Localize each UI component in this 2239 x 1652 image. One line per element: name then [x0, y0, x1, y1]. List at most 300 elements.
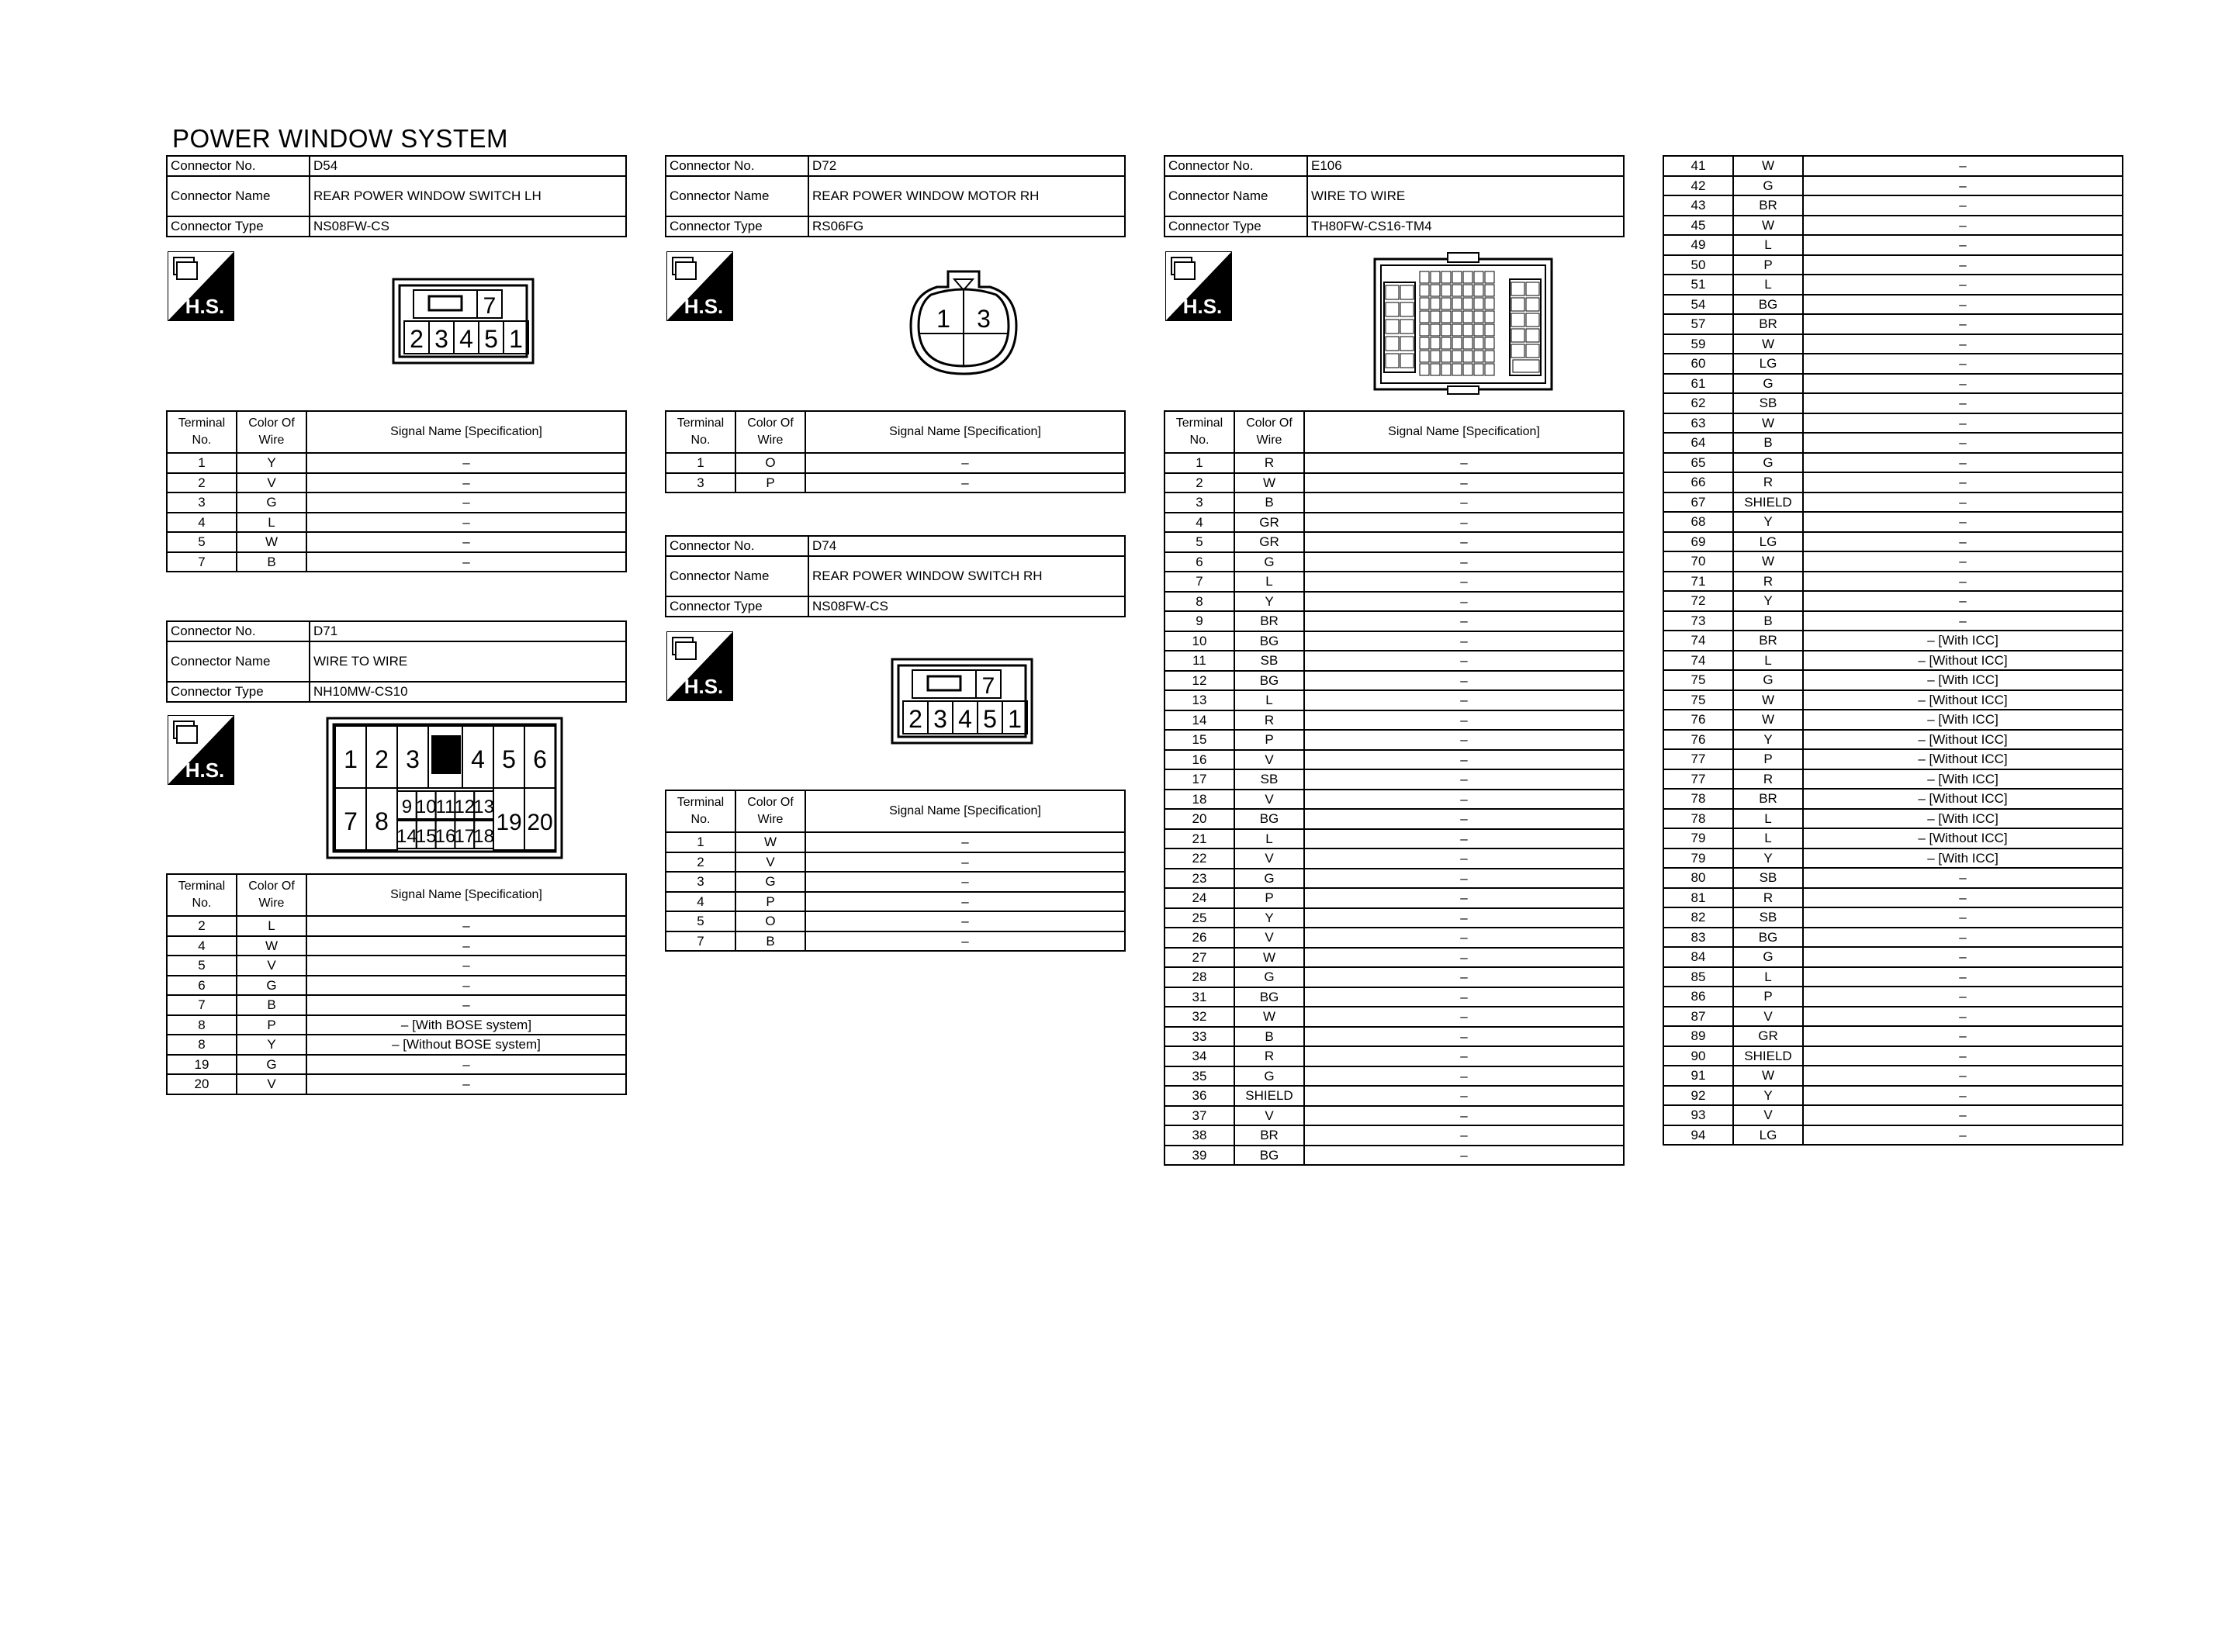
terminal-no-cell: 18	[1164, 790, 1234, 810]
table-row	[666, 931, 1125, 952]
signal-name-cell: –	[306, 513, 626, 533]
signal-name-cell: –	[1803, 1007, 2123, 1027]
connector-d54-terminal-table	[166, 410, 627, 572]
wire-color-cell: Y	[1733, 591, 1803, 611]
table-row	[1663, 572, 2123, 592]
wire-color-cell: BR	[1733, 631, 1803, 651]
table-row	[1164, 869, 1624, 889]
table-row	[1164, 671, 1624, 691]
terminal-no-cell: 65	[1663, 453, 1733, 473]
table-row	[1663, 393, 2123, 413]
signal-name-cell: –	[1803, 314, 2123, 334]
signal-name-cell: –	[306, 473, 626, 493]
table-row	[1663, 1066, 2123, 1086]
wire-color-cell: R	[1733, 769, 1803, 790]
signal-name-cell: –	[1304, 453, 1624, 473]
table-row	[666, 892, 1125, 912]
table-row	[666, 473, 1125, 493]
terminal-no-cell: 91	[1663, 1066, 1733, 1086]
blocked-cavity	[431, 735, 461, 774]
terminal-no-cell: 69	[1663, 532, 1733, 552]
signal-name-cell: –	[805, 852, 1125, 873]
wire-color-cell: G	[1733, 374, 1803, 394]
connector-d74-block	[665, 535, 1126, 617]
table-row	[1663, 749, 2123, 769]
wire-color-cell: W	[237, 936, 306, 956]
table-row	[167, 473, 626, 493]
table-row	[1164, 513, 1624, 533]
wire-color-cell: SB	[1234, 769, 1304, 790]
pin-label: 1	[344, 745, 358, 773]
table-row	[1164, 809, 1624, 829]
terminal-no-cell: 20	[167, 1074, 237, 1094]
terminal-no-cell: 15	[1164, 730, 1234, 750]
connector-d71-face-diagram	[326, 717, 563, 863]
wire-color-cell: G	[1733, 670, 1803, 690]
label-connector-no: Connector No.	[666, 536, 808, 556]
label-connector-type: Connector Type	[167, 216, 310, 237]
wire-color-cell: V	[237, 473, 306, 493]
terminal-no-cell: 50	[1663, 255, 1733, 275]
terminal-no-cell: 7	[167, 995, 237, 1015]
wire-color-cell: V	[237, 956, 306, 976]
table-row	[666, 453, 1125, 473]
signal-name-cell: – [Without ICC]	[1803, 651, 2123, 671]
signal-name-cell: –	[1803, 453, 2123, 473]
pin-label: 1	[936, 305, 950, 333]
wire-color-cell: BR	[1733, 314, 1803, 334]
signal-name-cell: –	[1803, 492, 2123, 513]
terminal-no-cell: 85	[1663, 967, 1733, 987]
label-connector-type: Connector Type	[1164, 216, 1307, 237]
hs-label: H.S.	[683, 675, 724, 698]
terminal-no-cell: 5	[1164, 532, 1234, 552]
signal-name-cell: – [With ICC]	[1803, 809, 2123, 829]
terminal-no-cell: 17	[1164, 769, 1234, 790]
terminal-no-cell: 62	[1663, 393, 1733, 413]
signal-name-cell: –	[1304, 908, 1624, 928]
pin-label: 2	[375, 745, 389, 773]
table-row	[1164, 790, 1624, 810]
terminal-no-cell: 79	[1663, 828, 1733, 848]
wire-color-cell: B	[1733, 433, 1803, 453]
signal-name-cell: –	[1304, 651, 1624, 671]
table-row	[1663, 453, 2123, 473]
table-row	[1164, 1086, 1624, 1106]
terminal-no-cell: 3	[666, 473, 735, 493]
header-color-of-wire: Color Of Wire	[735, 790, 805, 832]
wire-color-cell: Y	[1733, 848, 1803, 869]
table-row	[167, 492, 626, 513]
table-row	[1164, 1066, 1624, 1087]
connector-name-value: WIRE TO WIRE	[310, 641, 626, 682]
wire-color-cell: O	[735, 453, 805, 473]
signal-name-cell: –	[1304, 690, 1624, 710]
table-row	[1663, 235, 2123, 255]
pin-label: 16	[434, 826, 456, 847]
wire-color-cell: W	[1733, 334, 1803, 354]
table-row	[1164, 1106, 1624, 1126]
table-row	[1663, 255, 2123, 275]
signal-name-cell: –	[1803, 334, 2123, 354]
signal-name-cell: – [Without BOSE system]	[306, 1035, 626, 1055]
wire-color-cell: L	[1234, 572, 1304, 592]
connector-e106-header	[1164, 155, 1625, 237]
terminal-no-cell: 3	[167, 492, 237, 513]
terminal-no-cell: 93	[1663, 1105, 1733, 1125]
table-row	[1164, 552, 1624, 572]
signal-name-cell: –	[306, 532, 626, 552]
signal-name-cell: –	[306, 956, 626, 976]
connector-d54-block	[166, 155, 627, 237]
wire-color-cell: BG	[1234, 631, 1304, 651]
wire-color-cell: W	[1733, 156, 1803, 176]
wire-color-cell: W	[1234, 473, 1304, 493]
connector-no-value: D71	[310, 621, 626, 641]
hs-label: H.S.	[1182, 295, 1223, 318]
signal-name-cell: –	[1304, 1027, 1624, 1047]
connector-type-value: TH80FW-CS16-TM4	[1307, 216, 1624, 237]
terminal-no-cell: 11	[1164, 651, 1234, 671]
hs-harness-icon	[666, 251, 733, 321]
wire-color-cell: BR	[1733, 789, 1803, 809]
signal-name-cell: –	[1304, 611, 1624, 631]
terminal-no-cell: 2	[1164, 473, 1234, 493]
label-connector-name: Connector Name	[666, 176, 808, 216]
signal-name-cell: –	[1304, 1106, 1624, 1126]
terminal-no-cell: 6	[167, 976, 237, 996]
terminal-no-cell: 45	[1663, 216, 1733, 236]
signal-name-cell: –	[805, 911, 1125, 931]
signal-name-cell: –	[306, 1055, 626, 1075]
wire-color-cell: W	[1733, 1066, 1803, 1086]
wire-color-cell: Y	[1733, 1086, 1803, 1106]
table-row	[167, 916, 626, 936]
pin-label: 17	[454, 826, 476, 847]
header-signal-name: Signal Name [Specification]	[306, 874, 626, 916]
wire-color-cell: V	[237, 1074, 306, 1094]
table-row	[1663, 848, 2123, 869]
signal-name-cell: –	[1304, 848, 1624, 869]
signal-name-cell: –	[1304, 592, 1624, 612]
terminal-no-cell: 90	[1663, 1046, 1733, 1066]
wire-color-cell: B	[1234, 1027, 1304, 1047]
signal-name-cell: –	[1803, 928, 2123, 948]
connector-d71-terminal-table	[166, 873, 627, 1095]
terminal-no-cell: 5	[666, 911, 735, 931]
header-terminal-no: Terminal No.	[666, 411, 735, 453]
wire-color-cell: W	[1733, 216, 1803, 236]
wire-color-cell: SHIELD	[1733, 492, 1803, 513]
header-color-of-wire: Color Of Wire	[735, 411, 805, 453]
terminal-no-cell: 8	[167, 1035, 237, 1055]
terminal-no-cell: 79	[1663, 848, 1733, 869]
signal-name-cell: –	[306, 552, 626, 572]
wire-color-cell: R	[1234, 453, 1304, 473]
signal-name-cell: – [Without ICC]	[1803, 789, 2123, 809]
signal-name-cell: – [Without ICC]	[1803, 749, 2123, 769]
connector-d74-terminal-table	[665, 790, 1126, 952]
connector-d54-header	[166, 155, 627, 237]
signal-name-cell: –	[1304, 790, 1624, 810]
table-row	[666, 911, 1125, 931]
wire-color-cell: BG	[1733, 295, 1803, 315]
terminal-no-cell: 64	[1663, 433, 1733, 453]
terminal-no-cell: 73	[1663, 611, 1733, 631]
pin-label: 13	[473, 797, 494, 817]
wire-color-cell: V	[1234, 928, 1304, 948]
table-row	[1663, 532, 2123, 552]
signal-name-cell: –	[1304, 1125, 1624, 1146]
wire-color-cell: O	[735, 911, 805, 931]
terminal-no-cell: 1	[1164, 453, 1234, 473]
signal-name-cell: –	[1803, 472, 2123, 492]
wire-color-cell: V	[1234, 1106, 1304, 1126]
connector-d72-terminal-table	[665, 410, 1126, 493]
signal-name-cell: –	[1803, 255, 2123, 275]
table-row	[1164, 1046, 1624, 1066]
signal-name-cell: –	[1803, 393, 2123, 413]
terminal-no-cell: 70	[1663, 551, 1733, 572]
signal-name-cell: –	[1803, 611, 2123, 631]
terminal-no-cell: 51	[1663, 275, 1733, 295]
label-connector-no: Connector No.	[167, 156, 310, 176]
signal-name-cell: –	[1304, 710, 1624, 731]
table-row	[1164, 453, 1624, 473]
signal-name-cell: –	[1304, 513, 1624, 533]
table-row	[1663, 1086, 2123, 1106]
table-row	[1663, 433, 2123, 453]
pin-label: 3	[406, 745, 420, 773]
terminal-no-cell: 8	[167, 1015, 237, 1035]
wire-color-cell: G	[1733, 947, 1803, 967]
table-row	[167, 1035, 626, 1055]
wire-color-cell: P	[1733, 987, 1803, 1007]
terminal-no-cell: 2	[167, 916, 237, 936]
terminal-no-cell: 35	[1164, 1066, 1234, 1087]
pin-label: 5	[484, 325, 498, 353]
terminal-no-cell: 12	[1164, 671, 1234, 691]
connector-name-value: REAR POWER WINDOW SWITCH RH	[808, 556, 1125, 596]
wire-color-cell: SB	[1234, 651, 1304, 671]
wire-color-cell: L	[1733, 809, 1803, 829]
signal-name-cell: –	[1304, 1007, 1624, 1027]
signal-name-cell: –	[1803, 216, 2123, 236]
table-row	[1164, 473, 1624, 493]
signal-name-cell: –	[805, 473, 1125, 493]
connector-e106-terminal-table-continued	[1663, 155, 2123, 1146]
signal-name-cell: –	[1803, 195, 2123, 216]
wire-color-cell: W	[1733, 710, 1803, 730]
terminal-no-cell: 16	[1164, 750, 1234, 770]
signal-name-cell: –	[1803, 868, 2123, 888]
signal-name-cell: –	[306, 976, 626, 996]
pin-label: 18	[473, 826, 494, 847]
table-row	[1164, 592, 1624, 612]
table-row	[1663, 769, 2123, 790]
terminal-no-cell: 37	[1164, 1106, 1234, 1126]
connector-name-value: REAR POWER WINDOW SWITCH LH	[310, 176, 626, 216]
pin-label: 5	[983, 705, 997, 733]
signal-name-cell: –	[1304, 730, 1624, 750]
signal-name-cell: –	[805, 453, 1125, 473]
wire-color-cell: W	[1733, 413, 1803, 434]
signal-name-cell: –	[1304, 750, 1624, 770]
terminal-no-cell: 78	[1663, 789, 1733, 809]
connector-d72-header	[665, 155, 1126, 237]
signal-name-cell: –	[306, 1074, 626, 1094]
table-row	[167, 513, 626, 533]
terminal-no-cell: 4	[1164, 513, 1234, 533]
lock-tab	[1448, 253, 1479, 262]
header-terminal-no: Terminal No.	[167, 874, 237, 916]
label-connector-no: Connector No.	[1164, 156, 1307, 176]
terminal-no-cell: 63	[1663, 413, 1733, 434]
terminal-no-cell: 68	[1663, 512, 1733, 532]
signal-name-cell: –	[1803, 888, 2123, 908]
terminal-no-cell: 2	[167, 473, 237, 493]
signal-name-cell: –	[1304, 869, 1624, 889]
table-row	[167, 976, 626, 996]
terminal-no-cell: 71	[1663, 572, 1733, 592]
hs-harness-icon	[168, 715, 234, 785]
pin-label: 14	[396, 826, 417, 847]
table-row	[1663, 591, 2123, 611]
wire-color-cell: SHIELD	[1733, 1046, 1803, 1066]
table-row	[1663, 710, 2123, 730]
signal-name-cell: – [Without ICC]	[1803, 828, 2123, 848]
pin-label: 2	[908, 705, 922, 733]
table-row	[1164, 769, 1624, 790]
terminal-no-cell: 83	[1663, 928, 1733, 948]
wire-color-cell: BR	[1733, 195, 1803, 216]
pin-label: 7	[981, 673, 995, 699]
wire-color-cell: V	[1234, 790, 1304, 810]
table-row	[1164, 1027, 1624, 1047]
table-row	[1663, 611, 2123, 631]
wire-color-cell: R	[1733, 472, 1803, 492]
signal-name-cell: –	[1803, 987, 2123, 1007]
signal-name-cell: –	[306, 936, 626, 956]
wire-color-cell: P	[1733, 255, 1803, 275]
terminal-no-cell: 76	[1663, 710, 1733, 730]
terminal-no-cell: 22	[1164, 848, 1234, 869]
terminal-no-cell: 6	[1164, 552, 1234, 572]
table-row	[1164, 987, 1624, 1007]
header-color-of-wire: Color Of Wire	[1234, 411, 1304, 453]
terminal-no-cell: 60	[1663, 354, 1733, 374]
table-row	[1164, 928, 1624, 948]
table-row	[167, 956, 626, 976]
terminal-no-cell: 19	[167, 1055, 237, 1075]
wire-color-cell: BG	[1234, 987, 1304, 1007]
signal-name-cell: –	[1304, 948, 1624, 968]
table-row	[1164, 1146, 1624, 1166]
wire-color-cell: W	[735, 832, 805, 852]
signal-name-cell: –	[1304, 888, 1624, 908]
signal-name-cell: –	[306, 492, 626, 513]
terminal-no-cell: 87	[1663, 1007, 1733, 1027]
table-row	[167, 532, 626, 552]
wire-color-cell: G	[1234, 967, 1304, 987]
wire-color-cell: BR	[1234, 1125, 1304, 1146]
terminal-no-cell: 20	[1164, 809, 1234, 829]
table-row	[1663, 176, 2123, 196]
signal-name-cell: –	[1803, 176, 2123, 196]
table-row	[1164, 710, 1624, 731]
terminal-no-cell: 81	[1663, 888, 1733, 908]
connector-d71-block	[166, 620, 627, 703]
signal-name-cell: –	[1304, 572, 1624, 592]
wire-color-cell: GR	[1234, 532, 1304, 552]
wire-color-cell: LG	[1733, 1125, 1803, 1146]
wire-color-cell: V	[1733, 1007, 1803, 1027]
hs-harness-icon	[666, 631, 733, 701]
pin-label: 19	[496, 810, 522, 835]
table-row	[1663, 1105, 2123, 1125]
wire-color-cell: V	[1733, 1105, 1803, 1125]
terminal-no-cell: 4	[167, 936, 237, 956]
connector-d74-face-diagram	[891, 658, 1033, 748]
signal-name-cell: –	[1803, 413, 2123, 434]
wire-color-cell: W	[237, 532, 306, 552]
terminal-no-cell: 76	[1663, 730, 1733, 750]
signal-name-cell: –	[805, 832, 1125, 852]
table-row	[1663, 472, 2123, 492]
terminal-no-cell: 9	[1164, 611, 1234, 631]
table-row	[167, 1074, 626, 1094]
connector-no-value: E106	[1307, 156, 1624, 176]
table-row	[1663, 670, 2123, 690]
pin-label: 3	[977, 305, 991, 333]
table-row	[1164, 908, 1624, 928]
terminal-no-cell: 5	[167, 532, 237, 552]
table-row	[1663, 1046, 2123, 1066]
connector-e106-block	[1164, 155, 1625, 237]
signal-name-cell: –	[1304, 492, 1624, 513]
wire-color-cell: Y	[1234, 592, 1304, 612]
terminal-no-cell: 28	[1164, 967, 1234, 987]
table-row	[1663, 512, 2123, 532]
table-row	[1663, 334, 2123, 354]
wire-color-cell: W	[1733, 690, 1803, 710]
pin-label: 10	[415, 797, 437, 817]
terminal-no-cell: 31	[1164, 987, 1234, 1007]
connector-no-value: D72	[808, 156, 1125, 176]
terminal-no-cell: 92	[1663, 1086, 1733, 1106]
signal-name-cell: –	[1304, 987, 1624, 1007]
table-row	[1663, 374, 2123, 394]
terminal-no-cell: 41	[1663, 156, 1733, 176]
table-row	[1663, 492, 2123, 513]
signal-name-cell: –	[1803, 1125, 2123, 1146]
connector-name-value: REAR POWER WINDOW MOTOR RH	[808, 176, 1125, 216]
table-row	[1663, 1007, 2123, 1027]
wire-color-cell: W	[1234, 1007, 1304, 1027]
signal-name-cell: –	[1304, 473, 1624, 493]
label-connector-type: Connector Type	[666, 596, 808, 617]
table-row	[1663, 789, 2123, 809]
connector-no-value: D74	[808, 536, 1125, 556]
connector-d54-face-diagram	[392, 278, 535, 368]
terminal-no-cell: 78	[1663, 809, 1733, 829]
pin-label: 1	[1008, 705, 1022, 733]
table-row	[1663, 1125, 2123, 1146]
connector-d74-header	[665, 535, 1126, 617]
wire-color-cell: SHIELD	[1234, 1086, 1304, 1106]
signal-name-cell: –	[1803, 907, 2123, 928]
table-row	[1164, 730, 1624, 750]
